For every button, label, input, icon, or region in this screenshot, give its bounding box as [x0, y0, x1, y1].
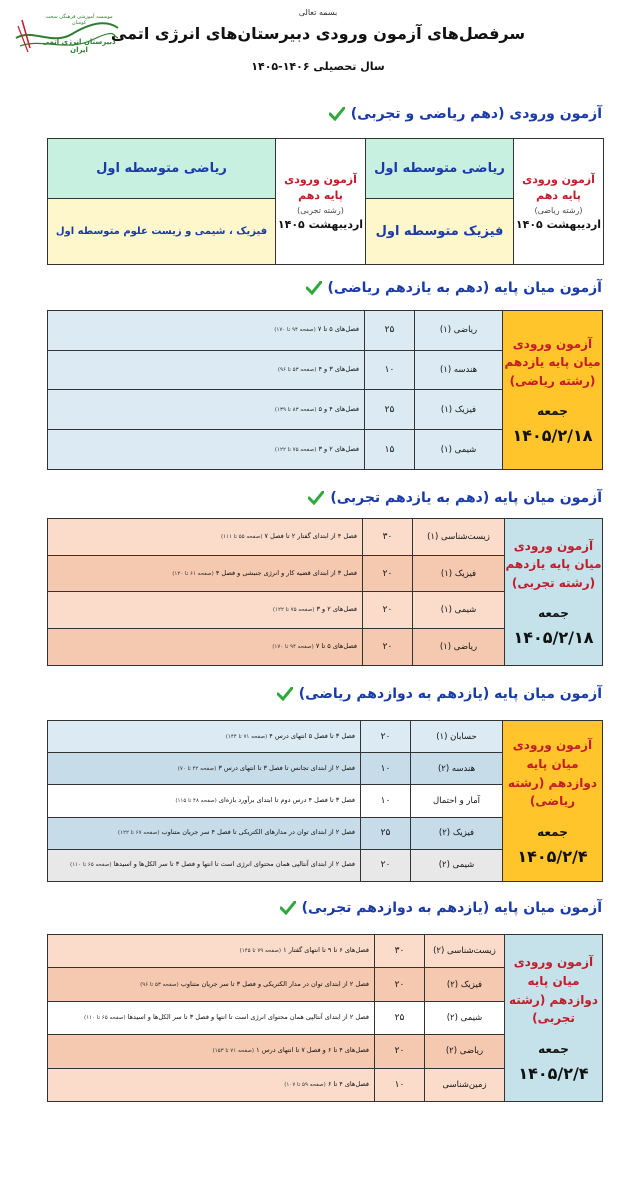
count-cell: ۱۰ [365, 350, 415, 390]
count-cell: ۲۵ [361, 817, 411, 849]
count-cell: ۳۰ [375, 935, 425, 968]
desc-text: فصل ۲ از ابتدای توان در مدارهای الکتریکی تا فصل ۴ سر جریان متناوب [161, 828, 355, 837]
page-range: (صفحه ۶۷ تا ۱۲۲) [117, 830, 160, 837]
page-range: (صفحه ۷۵ تا ۱۲۲) [272, 607, 315, 614]
eleventh-math-table [47, 310, 603, 470]
desc-text: فصل‌های ۲ و ۳ [316, 605, 357, 614]
count-cell: ۱۰ [361, 785, 411, 817]
desc-text: فصل ۳ از ابتدای قضیه کار و انرژی جنبشی و فصل ۴ [215, 568, 357, 577]
subject-cell: شیمی (۱) [415, 430, 503, 470]
subject-cell: زمین‌شناسی [425, 1068, 505, 1102]
count-cell: ۲۵ [375, 1001, 425, 1034]
subject-cell: ریاضی (۱) [413, 629, 505, 666]
desc-cell [48, 785, 361, 817]
desc-cell [48, 1035, 375, 1068]
section-title-eleventh-math [306, 280, 602, 296]
subject-cell: ریاضی (۲) [425, 1035, 505, 1068]
twelfth-bio-table [47, 934, 603, 1102]
academic-year: سال تحصیلی ۱۴۰۶-۱۴۰۵ [251, 60, 385, 73]
desc-cell [48, 753, 361, 785]
subject-cell: فیزیک (۱) [413, 555, 505, 592]
desc-text: فصل ۴ از ابتدای گفتار ۲ تا فصل ۷ [264, 531, 357, 540]
desc-text: فصل‌های ۴ تا ۶ و فصل ۷ تا انتهای درس ۱ [256, 1046, 369, 1055]
desc-cell [48, 849, 361, 881]
subject-cell: آمار و احتمال [411, 785, 503, 817]
check-icon [280, 901, 296, 915]
page-range: (صفحه ۷۱ تا ۱۴۴) [225, 733, 268, 740]
check-icon [308, 491, 324, 505]
page-title: سرفصل‌های آزمون ورودی دبیرستان‌های انرژی اتمی [110, 24, 526, 43]
subject-cell: فیزیک (۲) [425, 968, 505, 1001]
section-title-text: آزمون میان پایه (دهم به یازدهم تجربی) [330, 490, 602, 506]
desc-text: فصل ۳ تا فصل ۵ انتهای درس ۴ [269, 731, 355, 740]
subject-cell: ریاضی (۱) [415, 311, 503, 351]
desc-cell [48, 968, 375, 1001]
count-cell: ۱۵ [365, 430, 415, 470]
count-cell: ۲۰ [363, 555, 413, 592]
subject-cell: شیمی (۲) [425, 1001, 505, 1034]
exam-day: جمعه [538, 1041, 569, 1056]
page-range: (صفحه ۹۴ تا ۱۷۰) [272, 644, 314, 651]
section-title-text: آزمون میان پایه (دهم به یازدهم ریاضی) [327, 280, 602, 296]
subject-cell: شیمی (۱) [413, 592, 505, 629]
exam-day: جمعه [537, 824, 568, 839]
count-cell: ۲۰ [375, 1035, 425, 1068]
subject-cell: هندسه (۲) [411, 753, 503, 785]
bio-track-bottom-subject: فیزیک ، شیمی و زیست علوم متوسطه اول [48, 199, 276, 265]
section-title-text: آزمون میان پایه (یازدهم به دوازدهم تجربی) [301, 900, 602, 916]
desc-cell [48, 430, 365, 470]
subject-cell: زیست‌شناسی (۲) [425, 935, 505, 968]
desc-cell [48, 629, 363, 666]
desc-text: فصل ۲ از ابتدای توان در مدار الکتریکی و فصل ۳ تا سر جریان متناوب [180, 979, 369, 988]
twelfth-bio-side [505, 935, 603, 1102]
desc-cell [48, 721, 361, 753]
side-title: آزمون ورودی میان پایه دوازدهم (رشته تجربی) [508, 955, 599, 1026]
page-range: (صفحه ۸۳ تا ۱۳۹) [274, 406, 317, 413]
exam-day: جمعه [537, 404, 568, 419]
twelfth-math-side [503, 721, 603, 882]
eleventh-bio-side [505, 519, 603, 666]
page-range: (صفحه ۵۳ تا ۹۶) [277, 367, 317, 374]
exam-date: ۱۴۰۵/۲/۴ [518, 1063, 589, 1083]
desc-text: فصل ۲ از ابتدای آنتالپی همان محتوای انرژی است تا انتها و فصل ۳ تا سر الکل‌ها و اسیدها [113, 860, 355, 869]
logo-text-bottom: دبیرستان انرژی اتمی ایران [42, 38, 116, 54]
page-range: (صفحه ۴۲ تا ۷۰) [177, 765, 217, 772]
side-title: آزمون ورودی میان پایه دوازدهم (رشته ریاضی) [507, 738, 598, 809]
exam-day: جمعه [538, 606, 569, 621]
desc-text: فصل ۳ تا فصل ۴ درس دوم تا ابتدای برآورد بازه‌ای [218, 796, 355, 805]
desc-cell [48, 1068, 375, 1102]
page-range: (صفحه ۹۴ تا ۱۷۰) [274, 327, 316, 334]
page-range: (صفحه ۵۵ تا ۱۱۱) [220, 533, 263, 540]
exam-date: ۱۴۰۵/۲/۴ [517, 846, 588, 866]
desc-cell [48, 817, 361, 849]
desc-text: فصل‌های ۲ و ۳ [318, 444, 359, 453]
count-cell: ۲۰ [363, 592, 413, 629]
count-cell: ۲۰ [361, 849, 411, 881]
count-cell: ۲۵ [365, 390, 415, 430]
page-range: (صفحه ۶۱ تا ۱۲۰) [172, 570, 214, 577]
math-track-label: آزمون ورودی پایه دهم [522, 173, 595, 202]
desc-cell [48, 592, 363, 629]
side-title: آزمون ورودی میان پایه یازدهم (رشته ریاضی) [504, 336, 601, 388]
desc-cell [48, 555, 363, 592]
eleventh-math-side [503, 311, 603, 470]
math-track-label-cell [514, 139, 604, 265]
exam-date: ۱۴۰۵/۲/۱۸ [513, 628, 594, 648]
desc-cell [48, 311, 365, 351]
bio-track-sub: (رشته تجربی) [297, 205, 344, 215]
page-range: (صفحه ۵۹ تا ۱۰۷) [284, 1081, 326, 1088]
math-track-sub: (رشته ریاضی) [534, 205, 583, 215]
section-title-twelfth-math [277, 686, 602, 702]
page-range: (صفحه ۶۵ تا ۱۱۰) [70, 862, 112, 869]
section-title-tenth-entry [329, 106, 602, 122]
section-title-text: آزمون میان پایه (یازدهم به دوازدهم ریاضی) [298, 686, 602, 702]
subject-cell: شیمی (۲) [411, 849, 503, 881]
twelfth-math-table [47, 720, 603, 882]
page-range: (صفحه ۷۱ تا ۱۵۳) [212, 1048, 255, 1055]
bio-track-date: اردیبهشت ۱۴۰۵ [277, 217, 364, 231]
count-cell: ۳۰ [363, 519, 413, 556]
desc-text: فصل‌های ۴ و ۵ [318, 404, 359, 413]
desc-cell [48, 390, 365, 430]
logo-text-top: موسسه آموزشی فرهنگی سخت کوشان [45, 14, 113, 26]
tenth-entry-table [47, 138, 604, 265]
count-cell: ۲۰ [361, 721, 411, 753]
eleventh-bio-table [47, 518, 603, 666]
desc-text: فصل ۲ از ابتدای تجانس تا فصل ۳ تا انتهای درس ۳ [218, 763, 355, 772]
check-icon [329, 107, 345, 121]
count-cell: ۲۵ [365, 311, 415, 351]
subject-cell: فیزیک (۲) [411, 817, 503, 849]
count-cell: ۲۰ [375, 968, 425, 1001]
page-range: (صفحه ۴۸ تا ۱۱۵) [175, 798, 217, 805]
desc-text: فصل‌های ۵ تا ۷ [315, 642, 357, 651]
count-cell: ۱۰ [361, 753, 411, 785]
desc-cell [48, 519, 363, 556]
math-track-bottom-subject: فیزیک متوسطه اول [366, 199, 514, 265]
desc-cell [48, 935, 375, 968]
count-cell: ۱۰ [375, 1068, 425, 1102]
bio-track-label: آزمون ورودی پایه دهم [284, 173, 357, 202]
subject-cell: حسابان (۱) [411, 721, 503, 753]
page-range: (صفحه ۵۳ تا ۹۶) [140, 981, 179, 988]
side-title: آزمون ورودی میان پایه یازدهم (رشته تجربی) [505, 538, 602, 590]
desc-cell [48, 1001, 375, 1034]
page-range: (صفحه ۷۹ تا ۱۴۵) [239, 948, 282, 955]
bio-track-top-subject: ریاضی متوسطه اول [48, 139, 276, 199]
desc-text: فصل ۲ از ابتدای آنتالپی همان محتوای انرژی است تا انتها و فصل ۳ تا سر الکل‌ها و اسیدها [127, 1013, 369, 1022]
basmala: بسمه تعالی [298, 8, 338, 17]
exam-date: ۱۴۰۵/۲/۱۸ [512, 426, 593, 446]
subject-cell: فیزیک (۱) [415, 390, 503, 430]
subject-cell: هندسه (۱) [415, 350, 503, 390]
page-range: (صفحه ۷۵ تا ۱۲۲) [274, 446, 317, 453]
section-title-text: آزمون ورودی (دهم ریاضی و تجربی) [350, 106, 602, 122]
math-track-top-subject: ریاضی متوسطه اول [366, 139, 514, 199]
check-icon [277, 687, 293, 701]
check-icon [306, 281, 322, 295]
math-track-date: اردیبهشت ۱۴۰۵ [515, 217, 602, 231]
desc-cell [48, 350, 365, 390]
bio-track-label-cell [276, 139, 366, 265]
page-range: (صفحه ۶۵ تا ۱۱۰) [84, 1015, 126, 1022]
desc-text: فصل‌های ۴ تا ۶ [327, 1079, 369, 1088]
section-title-twelfth-bio [280, 900, 602, 916]
section-title-eleventh-bio [308, 490, 602, 506]
desc-text: فصل‌های ۳ و ۴ [318, 365, 359, 374]
count-cell: ۲۰ [363, 629, 413, 666]
desc-text: فصل‌های ۶ تا ۹ تا انتهای گفتار ۱ [283, 946, 369, 955]
subject-cell: زیست‌شناسی (۱) [413, 519, 505, 556]
desc-text: فصل‌های ۵ تا ۷ [317, 325, 359, 334]
